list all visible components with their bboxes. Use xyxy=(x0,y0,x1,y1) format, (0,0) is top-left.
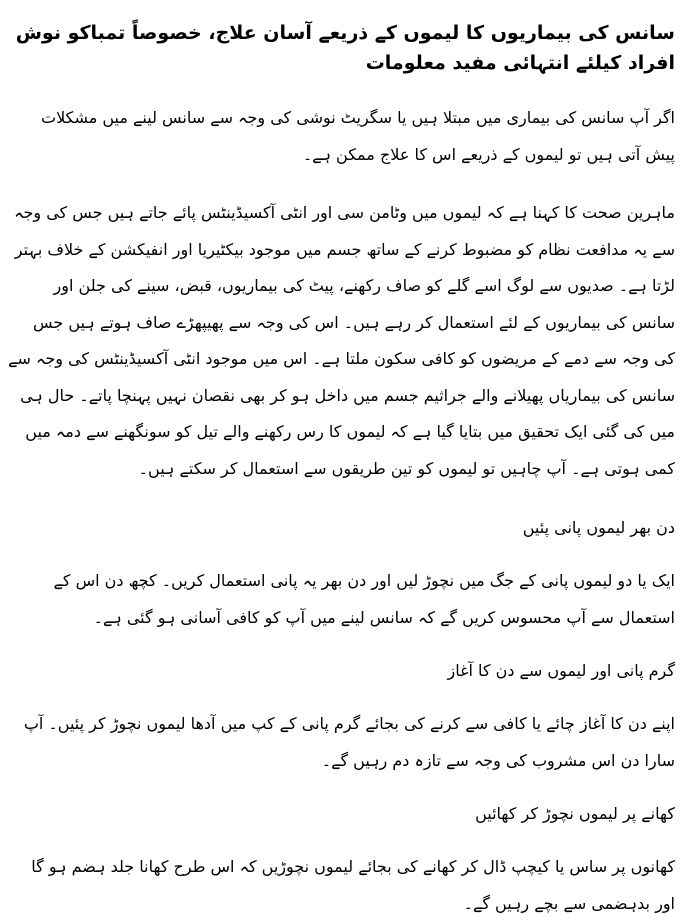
intro-paragraph: اگر آپ سانس کی بیماری میں مبتلا ہیں یا سگریٹ نوشی کی وجہ سے سانس لینے میں مشکلات پیش آتی ہیں تو لیموں کے ذریعے اس کا علاج ممکن ہے۔ xyxy=(41,108,675,164)
article-title: سانس کی بیماریوں کا لیموں کے ذریعے آسان علاج، خصوصاً تمباکو نوش افراد کیلئے انتہائی مفید معلومات xyxy=(15,22,675,74)
section-text-warm-water: اپنے دن کا آغاز چائے یا کافی سے کرنے کی بجائے گرم پانی کے کپ میں آدھا لیموں نچوڑ کر پئیں۔ آپ سارا دن اس مشروب کی وجہ سے تازہ دم رہیں گے۔ xyxy=(23,714,675,770)
section-heading-lemon-on-food: کھانے پر لیموں نچوڑ کر کھائیں xyxy=(475,804,675,823)
section-text-lemon-water: ایک یا دو لیموں پانی کے جگ میں نچوڑ لیں اور دن بھر یہ پانی استعمال کریں۔ کچھ دن اس کے استعمال سے آپ محسوس کریں گے کہ سانس لینے میں آپ کو کافی آسانی ہو گئی ہے۔ xyxy=(53,571,675,627)
section-text-lemon-on-food: کھانوں پر ساس یا کیچپ ڈال کر کھانے کی بجائے لیموں نچوڑیں کہ اس طرح کھانا جلد ہضم ہو گا اور بدہضمی سے بچے رہیں گے۔ xyxy=(31,857,675,913)
body-paragraph: ماہرین صحت کا کہنا ہے کہ لیموں میں وٹامن سی اور انٹی آکسیڈینٹس پائے جاتے ہیں جس کی وجہ سے یہ مدافعت نظام کو مضبوط کرنے کے ساتھ جسم میں موجود بیکٹیریا اور انفیکشن کے خلاف بہتر لڑتا ہے۔ صدیوں سے لوگ اسے گلے کو صاف رکھنے، پیٹ کی بیماریوں، قبض، سینے کی جلن اور سانس کی بیماریوں کے لئے استعمال کر رہے ہیں۔ اس کی وجہ سے پھیپھڑے صاف ہوتے ہیں جس کی وجہ سے دمے کے مریضوں کو کافی سکون ملتا ہے۔ اس میں موجود انٹی آکسیڈینٹس کی وجہ سے سانس کی بیماریاں پھیلانے والے جراثیم جسم میں داخل ہو کر بھی نقصان نہیں پہنچا پاتے۔ حال ہی میں کی گئی ایک تحقیق میں بتایا گیا ہے کہ لیموں کا رس رکھنے والے تیل کو سونگھنے سے دمہ میں کمی ہوتی ہے۔ آپ چاہیں تو لیموں کو تین طریقوں سے استعمال کر سکتے ہیں۔ xyxy=(8,203,675,478)
section-heading-warm-water: گرم پانی اور لیموں سے دن کا آغاز xyxy=(447,661,675,680)
section-heading-lemon-water: دن بھر لیموں پانی پئیں xyxy=(522,518,675,537)
